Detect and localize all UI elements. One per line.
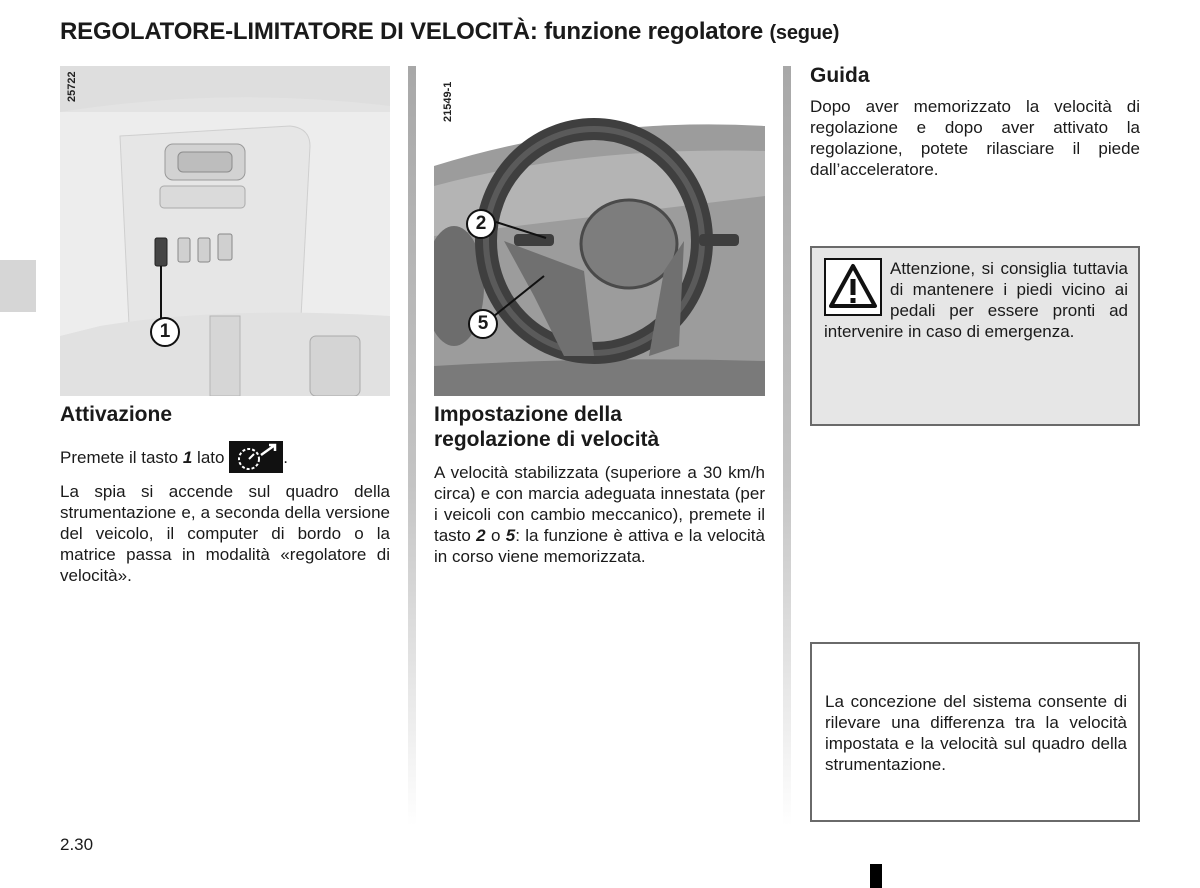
page-number: 2.30 [60, 835, 94, 854]
guida-paragraph: Dopo aver memorizzato la velocità di regolazione e dopo aver attivato la regolazione, potete rilasciare il piede dall’acceleratore. [810, 97, 1140, 179]
callout-1: 1 [150, 317, 180, 347]
key-reference: 1 [182, 448, 193, 467]
callout-2: 2 [466, 209, 496, 239]
attivazione-paragraph: La spia si accende sul quadro della strumentazione e, a seconda della versione del veicolo, il computer di bordo o la matrice passa in modalità «regolatore di velocità». [60, 482, 390, 585]
figure-code: 25722 [66, 71, 78, 102]
callout-5: 5 [468, 309, 498, 339]
attivazione-instruction: Premete il tasto 1 lato . [60, 440, 390, 476]
figure-code: 21549-1 [442, 81, 454, 122]
warning-box [810, 246, 1140, 426]
title-suffix: (segue) [769, 22, 840, 44]
chapter-tab [0, 260, 36, 312]
warning-text: Attenzione, si consiglia tuttavia di mantenere i piedi vicino ai pedali per essere pronti ad intervenire in caso di emergenza. [824, 259, 1128, 341]
dashboard-switch-illustration [60, 66, 390, 396]
dashboard-switch-figure [60, 66, 390, 396]
column-divider [408, 66, 416, 826]
note-box [810, 642, 1140, 822]
column-divider [783, 66, 791, 826]
speedometer-arrow-icon [229, 441, 283, 473]
section-heading-attivazione: Attivazione [60, 403, 173, 426]
page-edge-mark [870, 864, 882, 888]
key-reference: 2 [476, 526, 486, 545]
key-reference: 5 [505, 526, 516, 545]
page-title: REGOLATORE-LIMITATORE DI VELOCITÀ: funzione regolatore (segue) [60, 18, 840, 45]
impostazione-paragraph: A velocità stabilizzata (superiore a 30 km/h circa) e con marcia adeguata innestata (per i veicoli con cambio meccanico), premete il tasto 2 o 5: la funzione è attiva e la velocità in corso viene memorizzata. [434, 463, 765, 566]
steering-wheel-figure [434, 66, 765, 396]
section-heading-guida: Guida [810, 64, 870, 87]
note-text: La concezione del sistema consente di rilevare una differenza tra la velocità impostata e la velocità sul quadro della strumentazione. [825, 692, 1127, 774]
section-heading-impostazione: Impostazione della regolazione di velocità [434, 403, 660, 451]
